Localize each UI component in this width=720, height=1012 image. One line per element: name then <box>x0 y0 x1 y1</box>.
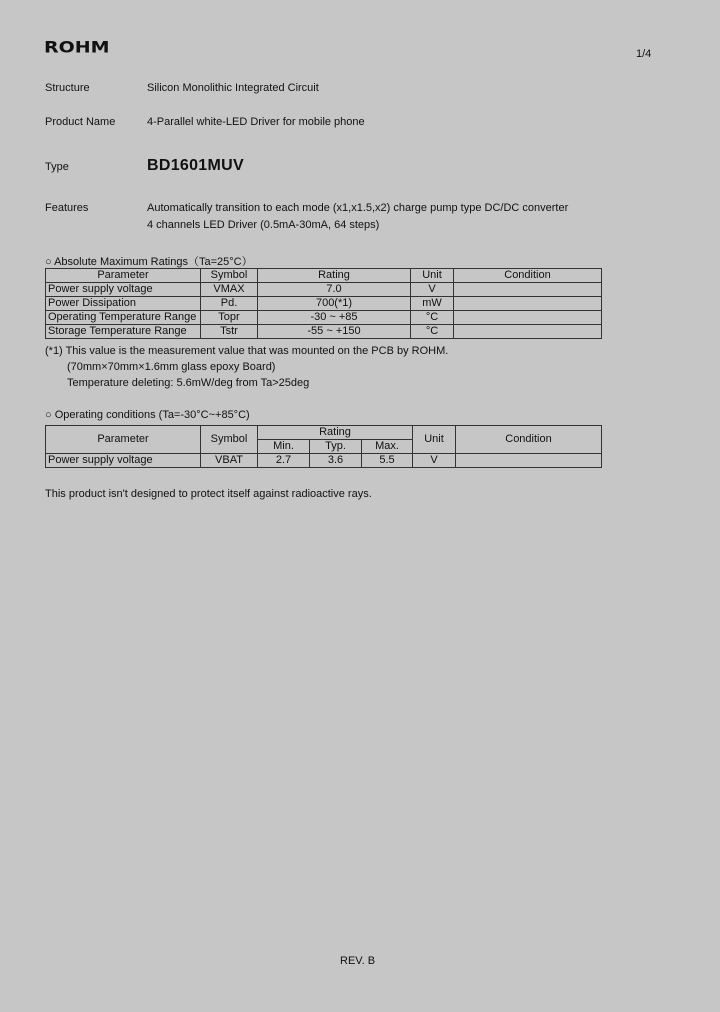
cell-condition <box>454 325 602 339</box>
features-line-2: 4 channels LED Driver (0.5mA-30mA, 64 steps) <box>147 219 380 231</box>
header-unit: Unit <box>413 426 456 454</box>
cell-parameter: Power Dissipation <box>46 297 201 311</box>
cell-rating: -30 ~ +85 <box>258 311 411 325</box>
header-symbol: Symbol <box>201 426 258 454</box>
header-parameter: Parameter <box>46 269 201 283</box>
cell-parameter: Storage Temperature Range <box>46 325 201 339</box>
cell-parameter: Operating Temperature Range <box>46 311 201 325</box>
cell-rating: 700(*1) <box>258 297 411 311</box>
table-header-row <box>46 269 602 283</box>
footnote-1: (*1) This value is the measurement value that was mounted on the PCB by ROHM. <box>45 345 449 357</box>
header-condition: Condition <box>454 269 602 283</box>
header-typ: Typ. <box>310 440 362 454</box>
cell-condition <box>454 311 602 325</box>
cell-symbol: Pd. <box>201 297 258 311</box>
cell-unit: mW <box>411 297 454 311</box>
footnote-3: Temperature deleting: 5.6mW/deg from Ta>25deg <box>67 377 310 389</box>
header-max: Max. <box>362 440 413 454</box>
table-row <box>46 325 602 339</box>
product-name-label: Product Name <box>45 116 116 128</box>
rohm-logo: ROHM <box>44 38 110 57</box>
cell-min: 2.7 <box>258 454 310 468</box>
table-row <box>46 311 602 325</box>
header-parameter: Parameter <box>46 426 201 454</box>
header-unit: Unit <box>411 269 454 283</box>
structure-label: Structure <box>45 82 90 94</box>
header-symbol: Symbol <box>201 269 258 283</box>
cell-unit: V <box>413 454 456 468</box>
cell-symbol: Tstr <box>201 325 258 339</box>
abs-max-table <box>45 268 602 339</box>
cell-unit: °C <box>411 311 454 325</box>
cell-unit: °C <box>411 325 454 339</box>
cell-condition <box>454 283 602 297</box>
table-row <box>46 297 602 311</box>
table-header-row <box>46 426 602 440</box>
table-row <box>46 454 602 468</box>
product-name-value: 4-Parallel white-LED Driver for mobile phone <box>147 116 365 128</box>
type-value: BD1601MUV <box>147 157 244 174</box>
cell-unit: V <box>411 283 454 297</box>
cell-typ: 3.6 <box>310 454 362 468</box>
cell-symbol: Topr <box>201 311 258 325</box>
structure-value: Silicon Monolithic Integrated Circuit <box>147 82 319 94</box>
features-line-1: Automatically transition to each mode (x1,x1.5,x2) charge pump type DC/DC converter <box>147 202 569 214</box>
header-rating: Rating <box>258 269 411 283</box>
features-label: Features <box>45 202 89 214</box>
op-cond-title: ○ Operating conditions (Ta=-30°C~+85°C) <box>45 409 250 421</box>
op-cond-table <box>45 425 602 468</box>
cell-symbol: VMAX <box>201 283 258 297</box>
abs-max-title: ○ Absolute Maximum Ratings（Ta=25°C） <box>45 256 253 268</box>
cell-condition <box>456 454 602 468</box>
header-condition: Condition <box>456 426 602 454</box>
type-label: Type <box>45 161 69 173</box>
cell-rating: 7.0 <box>258 283 411 297</box>
revision-label: REV. B <box>340 955 376 967</box>
cell-rating: -55 ~ +150 <box>258 325 411 339</box>
cell-symbol: VBAT <box>201 454 258 468</box>
header-rating: Rating <box>258 426 413 440</box>
footnote-2: (70mm×70mm×1.6mm glass epoxy Board) <box>67 361 276 373</box>
cell-condition <box>454 297 602 311</box>
cell-parameter: Power supply voltage <box>46 283 201 297</box>
table-row <box>46 283 602 297</box>
header-min: Min. <box>258 440 310 454</box>
cell-max: 5.5 <box>362 454 413 468</box>
disclaimer: This product isn't designed to protect itself against radioactive rays. <box>45 488 372 500</box>
cell-parameter: Power supply voltage <box>46 454 201 468</box>
page-number: 1/4 <box>636 48 652 60</box>
